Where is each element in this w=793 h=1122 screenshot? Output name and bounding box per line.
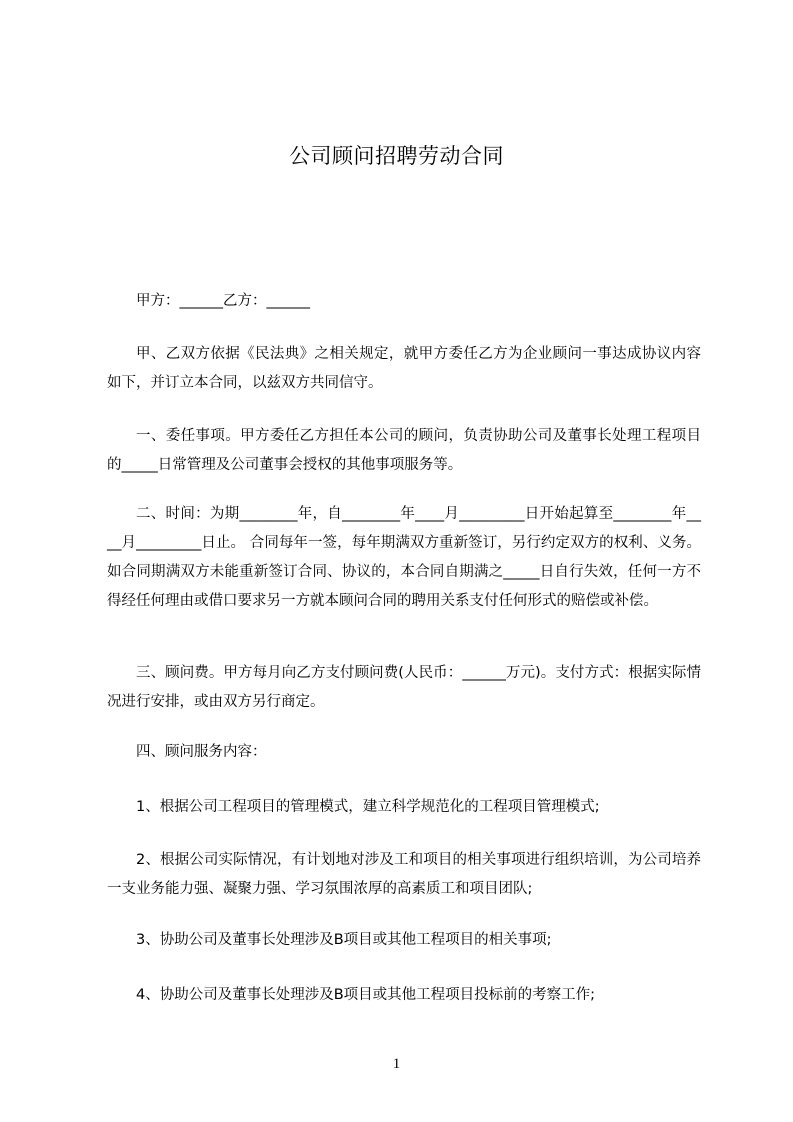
service-item-1: 1、根据公司工程项目的管理模式，建立科学规范化的工程项目管理模式; xyxy=(136,799,600,815)
preamble-paragraph: 甲、乙双方依据《民法典》之相关规定，就甲方委任乙方为企业顾问一事达成协议内容如下，并订立本合同，以兹双方共同信守。 xyxy=(107,346,701,391)
clause-services-heading: 四、顾问服务内容： xyxy=(136,744,267,760)
clause-fee: 三、顾问费。甲方每月向乙方支付顾问费(人民币：______万元)。支付方式：根据实际情况进行安排，或由双方另行商定。 xyxy=(107,665,701,710)
service-item-2: 2、根据公司实际情况，有计划地对涉及工和项目的相关事项进行组织培训，为公司培养一支业务能力强、凝聚力强、学习氛围浓厚的高素质工和项目团队; xyxy=(107,852,701,897)
clause-term: 二、时间：为期________年，自________年____月_________日开始起算至________年____月_________日止。 合同每年一签，每年期满双方重新签订，另行约定双方的权利、义务。如合同期满双方未能重新签订合同、协议的，本合同自期满之_____日自行失效，任何一方不得经任何理由或借口要求另一方就本顾问合同的聘用关系支付任何形式的赔偿或补偿。 xyxy=(107,506,701,609)
clause-appointment: 一、委任事项。甲方委任乙方担任本公司的顾问，负责协助公司及董事长处理工程项目的_____日常管理及公司董事会授权的其他事项服务等。 xyxy=(107,428,701,473)
page-number: 1 xyxy=(392,1056,401,1072)
document-title: 公司顾问招聘劳动合同 xyxy=(289,144,504,168)
service-item-4: 4、协助公司及董事长处理涉及B项目或其他工程项目投标前的考察工作; xyxy=(136,987,596,1003)
service-item-3: 3、协助公司及董事长处理涉及B项目或其他工程项目的相关事项; xyxy=(136,932,552,948)
party-line: 甲方：______乙方：______ xyxy=(136,293,310,309)
